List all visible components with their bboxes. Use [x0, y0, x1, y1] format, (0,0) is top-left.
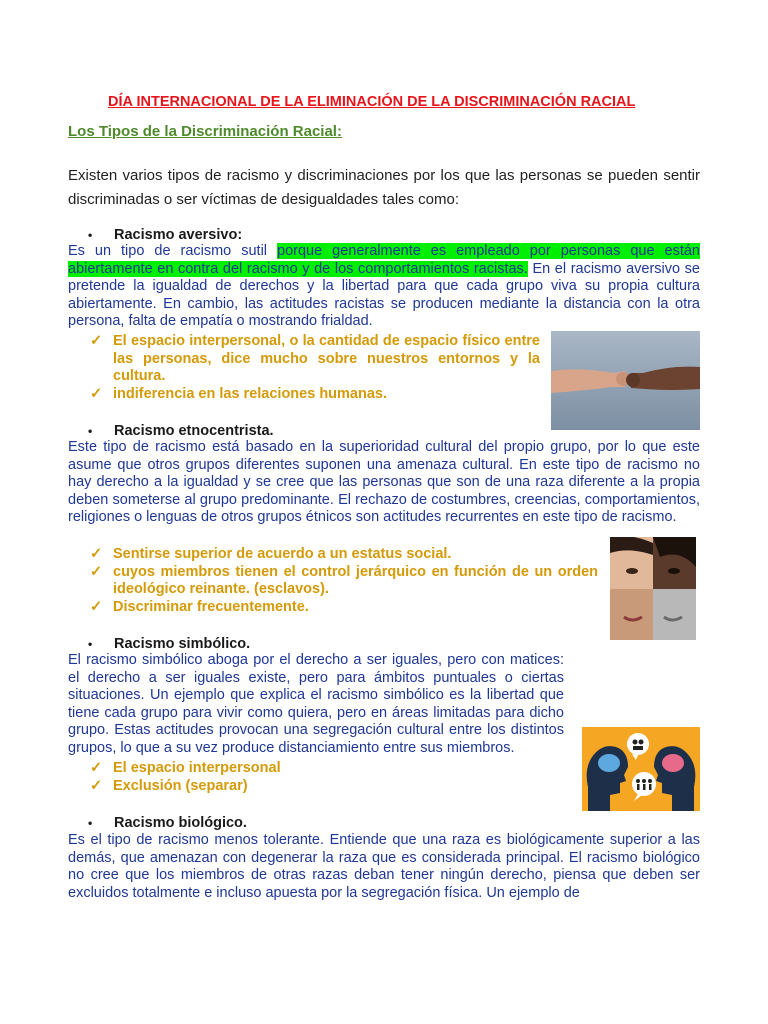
- checklist-etnocentrista: [90, 546, 598, 616]
- bullet-icon: •: [88, 637, 93, 651]
- checkmark-icon: ✓: [90, 546, 103, 562]
- thinking-heads-illustration: [582, 727, 700, 811]
- intro-paragraph: Existen varios tipos de racismo y discriminaciones por los que las personas se pueden sentir discriminadas o ser víctimas de desigualdades tales como:: [68, 167, 700, 208]
- heading-racismo-etnocentrista: • Racismo etnocentrista.: [88, 423, 274, 439]
- checklist-aversivo: [90, 333, 540, 403]
- faces-collage-image: [610, 537, 696, 640]
- paragraph-racismo-aversivo: Es un tipo de racismo sutil porque generalmente es empleado por personas que están abiertamente en contra del racismo y de los comportamientos racistas. En el racismo aversivo se pretende la igualdad de derechos y la libertad para que cada grupo viva su propia cultura abiertamente. En cambio, las actitudes racistas se producen mediante la distancia con la otra persona, falta de empatía o mostrando frialdad.: [68, 243, 700, 329]
- heading-racismo-simbolico: • Racismo simbólico.: [88, 636, 251, 652]
- checkmark-icon: ✓: [90, 777, 103, 794]
- list-item: ✓ cuyos miembros tienen el control jerárquico en función de un orden ideológico reinante. (esclavos).: [90, 563, 598, 597]
- document-subtitle: Los Tipos de la Discriminación Racial:: [68, 123, 342, 140]
- paragraph-racismo-simbolico: El racismo simbólico aboga por el derecho a ser iguales, pero con matices: el derecho a ser iguales existe, pero para ámbitos puntuales o ciertas situaciones. Un ejemplo que explica el racismo simbólico es la libertad que tiene cada grupo para vivir como quiera, pero en áreas limitadas para dicho grupo. Estas actitudes provocan una segregación cultural entre los distintos grupos, lo que a su vez produce distanciamiento entre sus miembros.: [68, 652, 700, 816]
- bullet-icon: •: [88, 424, 93, 438]
- paragraph-racismo-etnocentrista: Este tipo de racismo está basado en la superioridad cultural del propio grupo, por lo que este asume que otros grupos diferentes suponen una amenaza cultural. En este tipo de racismo no hay derecho a la igualdad y se cree que las personas que son de una raza diferente a la propia deben someterse al grupo predominante. El rechazo de costumbres, creencias, comportamientos, religiones o lenguas de otros grupos étnicos son actitudes recurrentes en este tipo de racismo.: [68, 439, 700, 525]
- list-item: ✓ indiferencia en las relaciones humanas.: [90, 385, 387, 402]
- fist-bump-image: [551, 331, 700, 430]
- document-title: DÍA INTERNACIONAL DE LA ELIMINACIÓN DE LA DISCRIMINACIÓN RACIAL: [108, 94, 636, 110]
- list-item: ✓ Sentirse superior de acuerdo a un estatus social.: [90, 546, 452, 562]
- checkmark-icon: ✓: [90, 385, 103, 402]
- list-item: ✓ El espacio interpersonal: [90, 760, 281, 776]
- heading-racismo-biologico: • Racismo biológico.: [88, 815, 247, 831]
- highlighted-text: porque generalmente es empleado por personas que están abiertamente en contra del racismo y de los comportamientos racistas.: [68, 243, 700, 277]
- checkmark-icon: ✓: [90, 333, 103, 349]
- list-item: ✓ Exclusión (separar): [90, 777, 248, 794]
- list-item: ✓ El espacio interpersonal, o la cantidad de espacio físico entre las personas, dice mucho sobre nuestros entornos y la cultura.: [90, 333, 540, 384]
- bullet-icon: •: [88, 228, 93, 242]
- heading-racismo-aversivo: • Racismo aversivo:: [88, 227, 243, 243]
- checklist-simbolico: [90, 760, 530, 795]
- bullet-icon: •: [88, 816, 93, 830]
- checkmark-icon: ✓: [90, 598, 103, 615]
- paragraph-racismo-biologico: Es el tipo de racismo menos tolerante. Entiende que una raza es biológicamente superior a las demás, que amenazan con degenerar la raza que es considerada principal. El racismo biológico no cree que los miembros de otras razas deban tener ningún derecho, piensa que deben ser excluidos totalmente e incluso apuesta por la segregación física. Un ejemplo de: [68, 832, 700, 901]
- checkmark-icon: ✓: [90, 760, 103, 776]
- checkmark-icon: ✓: [90, 563, 103, 580]
- list-item: ✓ Discriminar frecuentemente.: [90, 598, 309, 615]
